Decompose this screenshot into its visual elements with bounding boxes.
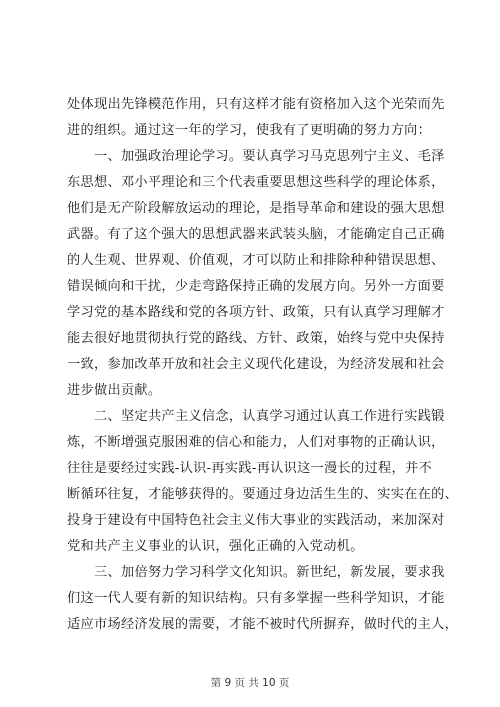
text-line: 投身于建设有中国特色社会主义伟大事业的实践活动，来加深对	[67, 513, 445, 528]
text-line: 断循环往复，才能够获得的。要通过身边活生生的、实实在在的、	[67, 487, 459, 502]
text-line: 党和共产主义事业的认识，强化正确的入党动机。	[67, 539, 364, 554]
text-line: 他们是无产阶段解放运动的理论，是指导革命和建设的强大思想	[67, 201, 445, 216]
text-line: 能去很好地贯彻执行党的路线、方针、政策，始终与党中央保持	[67, 331, 445, 346]
text-line: 适应市场经济发展的需要，才能不被时代所摒弃，做时代的主人，	[67, 617, 459, 632]
text-line: 三、加倍努力学习科学文化知识。新世纪，新发展，要求我	[94, 565, 445, 580]
text-line: 东思想、邓小平理论和三个代表重要思想这些科学的理论体系，	[67, 175, 445, 190]
text-line: 一、加强政治理论学习。要认真学习马克思列宁主义、毛泽	[94, 149, 445, 164]
text-line: 处体现出先锋模范作用，只有这样才能有资格加入这个光荣而先	[67, 97, 445, 112]
text-line: 往往是要经过实践-认识-再实践-再认识这一漫长的过程，并不	[67, 461, 432, 476]
text-line: 二、坚定共产主义信念，认真学习通过认真工作进行实践锻	[94, 409, 445, 424]
body-text	[67, 92, 459, 638]
paragraph	[67, 92, 445, 144]
text-line: 错误倾向和干扰，少走弯路保持正确的发展方向。另外一方面要	[67, 279, 445, 294]
text-line: 的人生观、世界观、价值观，才可以防止和排除种种错误思想、	[67, 253, 445, 268]
text-line: 武器。有了这个强大的思想武器来武装头脑，才能确定自己正确	[67, 227, 445, 242]
text-line: 一致，参加改革开放和社会主义现代化建设，为经济发展和社会	[67, 357, 445, 372]
paragraph	[67, 404, 459, 560]
text-line: 学习党的基本路线和党的各项方针、政策，只有认真学习理解才	[67, 305, 445, 320]
paragraph	[67, 144, 445, 404]
paragraph	[67, 560, 459, 638]
text-line: 们这一代人要有新的知识结构。只有多掌握一些科学知识，才能	[67, 591, 445, 606]
text-line: 炼，不断增强克服困难的信心和能力，人们对事物的正确认识，	[67, 435, 445, 450]
page-footer: 第 9 页 共 10 页	[210, 677, 290, 689]
text-line: 进的组织。通过这一年的学习，使我有了更明确的努力方向：	[67, 123, 432, 138]
text-line: 进步做出贡献。	[67, 383, 162, 398]
